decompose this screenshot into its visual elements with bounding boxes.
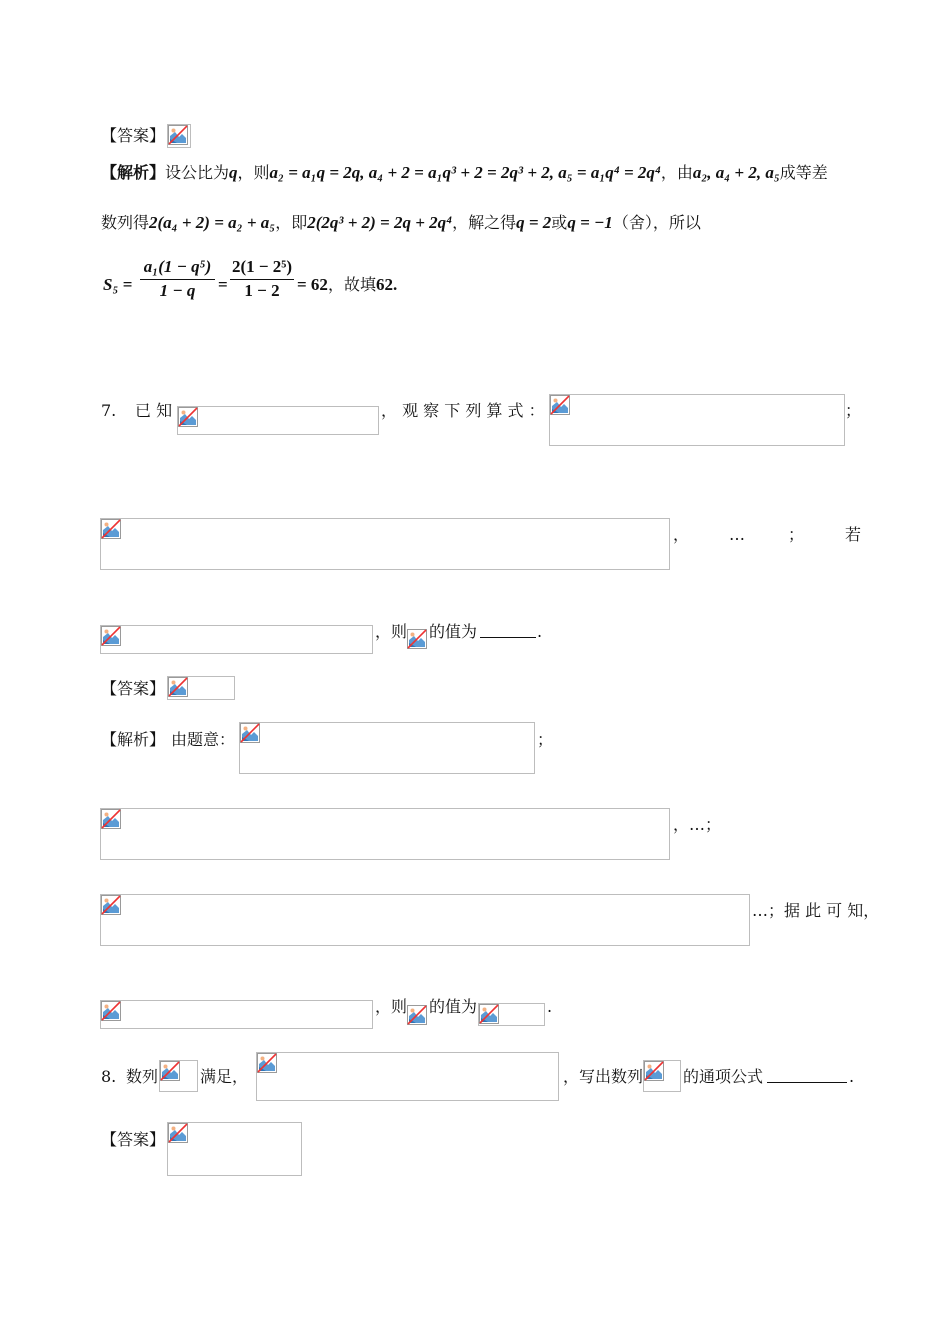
analysis-text: ，即 [275,213,308,232]
q7-period: . [537,622,543,641]
q8-answer-label: 【答案】 [101,1130,166,1149]
q8-sequence-text: 数列 [126,1067,159,1086]
broken-image-icon [479,1004,499,1024]
math-expression: 2(a₄ + 2) = a₂ + a₅ [149,213,276,232]
answer-image [167,124,191,148]
period: . [392,275,398,294]
analysis-line-2 [101,214,701,231]
q7-by-problem-text: 由题意： [171,730,236,749]
analysis-text: ，则 [237,163,270,182]
q7-analysis-semicolon: ； [537,730,554,749]
fraction-1 [140,258,215,300]
broken-image-icon [101,519,121,539]
q8-condition-image [256,1052,559,1101]
q8-period: . [849,1067,855,1086]
q7-analysis-variable-image [407,1005,427,1025]
broken-image-icon [257,1053,277,1073]
fraction-denominator: 1 − 2 [244,280,280,300]
q8-sequence-image [159,1060,198,1092]
broken-image-icon [101,1001,121,1021]
math-expression: a₂ = a₁q = 2q, a₄ + 2 = a₁q³ + 2 = 2q³ + 2, a₅ = a₁q⁴ = 2q⁴ [269,163,661,182]
q7-given-text: 已 知 [135,401,173,420]
q8-general-term-text: 的通项公式 [683,1067,764,1086]
broken-image-icon [160,1061,180,1081]
q7-answer-label: 【答案】 [101,679,166,698]
q7-analysis-formula-2-image [100,808,670,860]
q7-analysis-condition-image [100,1000,373,1029]
q7-value-of-text: 的值为 [429,622,478,641]
broken-image-icon [101,809,121,829]
analysis-line-1 [101,164,828,181]
analysis-text: 或 [551,213,568,232]
math-result: = 62 [297,275,328,294]
fraction-denominator: 1 − q [159,280,196,300]
s5-symbol: S₅ = [103,275,133,294]
fraction-2 [230,258,294,300]
q8-answer-image [167,1122,302,1176]
math-expression: q = 2 [516,213,552,232]
q7-formula-2-image [100,518,670,570]
analysis-line-3-tail [297,276,397,293]
broken-image-icon [178,407,198,427]
q7-comma: ， [673,525,690,544]
answer-label: 【答案】 [101,126,166,145]
q7-semicolon-2: ； [788,525,805,544]
broken-image-icon [168,677,188,697]
analysis-text: 设公比为 [165,163,230,182]
math-expression: q = −1 [567,213,613,232]
q7-formula-1-image [549,394,845,446]
analysis-text: ，故填 [327,275,376,294]
q7-answer-image [167,676,235,700]
q7-answer-blank [480,621,536,638]
q7-analysis-value-of-text: 的值为 [429,997,478,1016]
question-number-7: 7. [101,401,117,420]
q7-ruo-text: 若 [845,525,862,544]
q7-analysis-formula-1-image [239,722,535,774]
q7-then-text: ，则 [375,622,408,641]
broken-image-icon [644,1061,664,1081]
q7-analysis-formula-3-image [100,894,750,946]
math-expression: a₂, a₄ + 2, a₅ [692,163,780,182]
q8-sequence-image-2 [643,1060,681,1092]
q7-analysis-period: . [547,997,553,1016]
fraction-numerator: 2(1 − 2⁵) [231,257,293,276]
broken-image-icon [407,629,427,649]
analysis-text: 数列得 [101,213,150,232]
math-q: q [229,163,238,182]
q7-analysis-comma-ellipsis: ，…； [673,815,722,834]
analysis-text: （舍），所以 [612,213,701,232]
q8-satisfies-text: 满足， [200,1067,249,1086]
broken-image-icon [101,895,121,915]
analysis-text: ，由 [660,163,693,182]
fraction-numerator: a₁(1 − q⁵) [143,257,212,276]
q7-variable-image [407,629,427,649]
q7-analysis-then-text: ，则 [375,997,408,1016]
q7-ellipsis: … [729,525,745,544]
broken-image-icon [240,723,260,743]
q7-condition-image [100,625,373,654]
q7-analysis-result-image [478,1003,545,1026]
q7-analysis-label: 【解析】 [101,730,166,749]
broken-image-icon [407,1005,427,1025]
q7-given-formula-image [177,406,379,435]
equals-sign: = [218,275,228,294]
math-expression: 2(2q³ + 2) = 2q + 2q⁴ [307,213,453,232]
q7-analysis-conclude-text: …；据 此 可 知， [752,901,880,920]
analysis-text: 成等差 [779,163,828,182]
broken-image-icon [550,395,570,415]
broken-image-icon [168,1123,188,1143]
answer-value: 62 [375,275,393,294]
broken-image-icon [168,125,188,145]
analysis-text: ，解之得 [452,213,517,232]
q7-semicolon: ； [845,401,862,420]
q8-write-out-text: ，写出数列 [563,1067,644,1086]
broken-image-icon [101,626,121,646]
q7-observe-text: ， 观 察 下 列 算 式 ： [381,401,545,420]
analysis-label: 【解析】 [101,163,166,182]
question-number-8: 8. [101,1067,117,1086]
q8-answer-blank [767,1066,847,1083]
